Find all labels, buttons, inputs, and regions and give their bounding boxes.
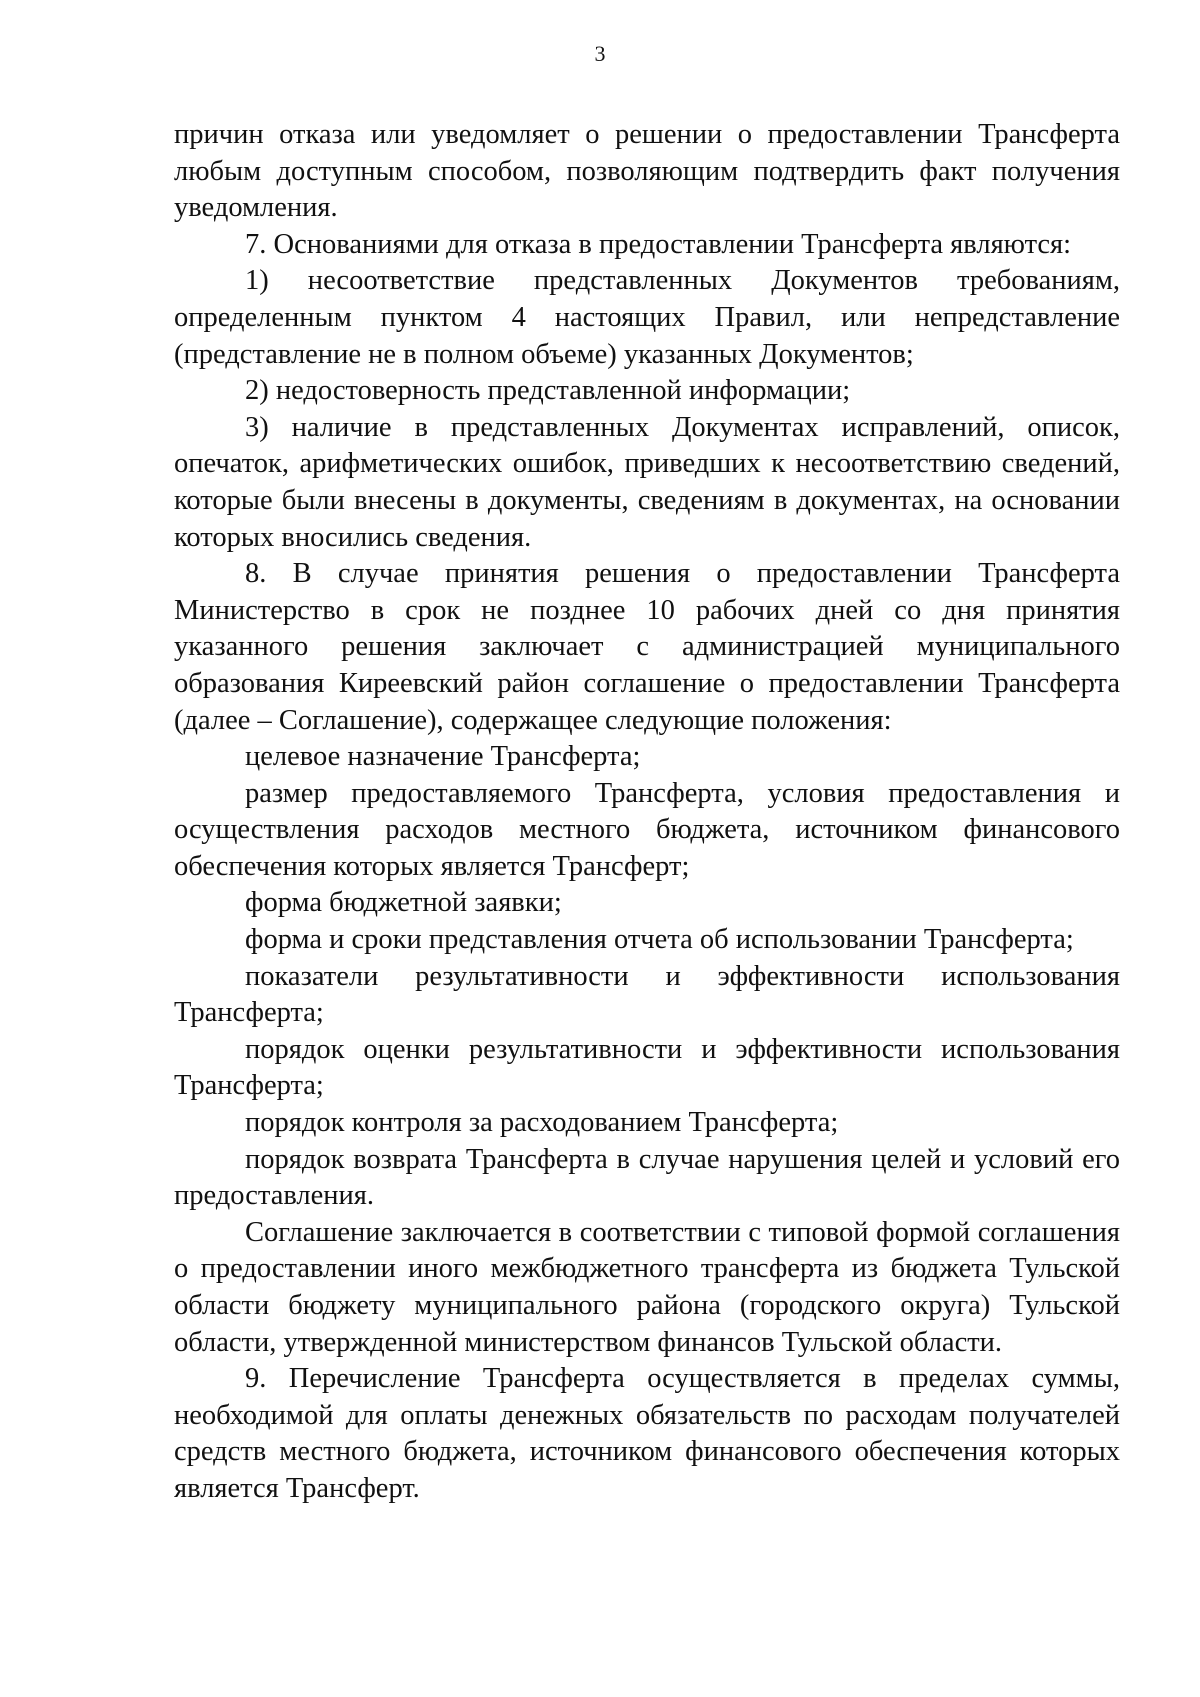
page-number: 3: [594, 41, 606, 66]
paragraph-provision: форма и сроки представления отчета об использовании Трансферта;: [245, 924, 1074, 956]
paragraph-provision: порядок оценки результативности и эффективности использования Трансферта;: [174, 1033, 1120, 1102]
paragraph-provision: порядок контроля за расходованием Трансферта;: [245, 1107, 839, 1139]
paragraph-clause-7-item-1: 1) несоответствие представленных Документов требованиям, определенным пунктом 4 настоящих Правил, или непредставление (представление не в полном объеме) указанных Документов;: [174, 265, 1120, 370]
paragraph-provision: целевое назначение Трансферта;: [245, 741, 641, 773]
paragraph-clause-9: 9. Перечисление Трансферта осуществляется в пределах суммы, необходимой для оплаты денежных обязательств по расходам получателей средств местного бюджета, источником финансового обеспечения которых является Трансферт.: [174, 1363, 1120, 1504]
paragraph-clause-7-item-3: 3) наличие в представленных Документах исправлений, описок, опечаток, арифметических ошибок, приведших к несоответствию сведений, которые были внесены в документы, сведениям в документах, на основании которых вносились сведения.: [174, 411, 1120, 553]
paragraph-clause-8: 8. В случае принятия решения о предоставлении Трансферта Министерство в срок не позднее 10 рабочих дней со дня принятия указанного решения заключает с администрацией муниципального образования Киреевский район соглашение о предоставлении Трансферта (далее – Соглашение), содержащее следующие положения:: [174, 558, 1120, 736]
paragraph-provision: показатели результативности и эффективности использования Трансферта;: [174, 960, 1120, 1029]
paragraph-continuation: причин отказа или уведомляет о решении о предоставлении Трансферта любым доступным способом, позволяющим подтвердить факт получения уведомления.: [174, 119, 1120, 224]
document-body: [174, 117, 1120, 1508]
paragraph-provision: размер предоставляемого Трансферта, условия предоставления и осуществления расходов местного бюджета, источником финансового обеспечения которых является Трансферт;: [174, 777, 1120, 882]
paragraph-clause-7-item-2: 2) недостоверность представленной информации;: [245, 375, 851, 407]
paragraph-clause-7: 7. Основаниями для отказа в предоставлении Трансферта являются:: [245, 228, 1072, 260]
paragraph-provision: форма бюджетной заявки;: [245, 887, 562, 919]
paragraph-provision: порядок возврата Трансферта в случае нарушения целей и условий его предоставления.: [174, 1143, 1120, 1212]
paragraph-agreement-form: Соглашение заключается в соответствии с типовой формой соглашения о предоставлении иного межбюджетного трансферта из бюджета Тульской области бюджету муниципального района (городского округа) Тульской области, утвержденной министерством финансов Тульской области.: [174, 1216, 1120, 1358]
